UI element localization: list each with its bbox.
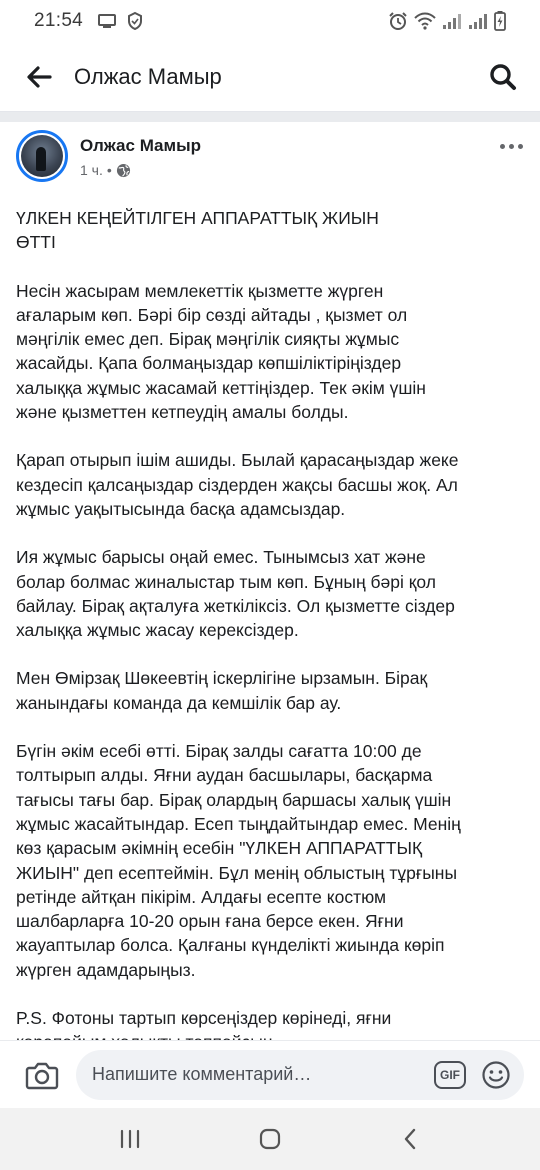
- author-name[interactable]: Олжас Мамыр: [80, 136, 201, 155]
- post-text: [16, 206, 524, 1040]
- recent-apps-button[interactable]: [110, 1119, 150, 1159]
- back-button[interactable]: [24, 62, 54, 92]
- signal-icon: [442, 12, 462, 30]
- avatar-image: [21, 135, 63, 177]
- status-left-icons: [97, 12, 143, 30]
- alarm-icon: [388, 11, 408, 31]
- wifi-icon: [414, 12, 436, 30]
- back-nav-button[interactable]: [390, 1119, 430, 1159]
- smiley-icon: [481, 1060, 511, 1090]
- globe-icon: [116, 163, 131, 178]
- section-divider: [0, 112, 540, 122]
- gif-button[interactable]: GIF: [434, 1061, 466, 1089]
- system-nav-bar: [0, 1108, 540, 1170]
- post-meta: [80, 130, 201, 178]
- search-button[interactable]: [486, 60, 520, 94]
- avatar[interactable]: [16, 130, 68, 182]
- camera-icon: [25, 1060, 59, 1090]
- chevron-left-icon: [402, 1127, 418, 1151]
- battery-charging-icon: [494, 11, 506, 31]
- camera-button[interactable]: [24, 1057, 60, 1093]
- status-right-icons: [388, 11, 506, 31]
- more-options-button[interactable]: [496, 136, 526, 156]
- signal-icon-2: [468, 12, 488, 30]
- recent-apps-icon: [119, 1129, 141, 1149]
- post-paragraph: Қарап отырып ішім ашиды. Былай қарасаңыздар жеке кездесіп қалсаңыздар сіздерден жақсы басшы жоқ. Ал жұмыс уақытысында басқа адамсыздар.: [16, 450, 459, 519]
- home-icon: [258, 1127, 282, 1151]
- dot-icon: [518, 144, 523, 149]
- dot-icon: [500, 144, 505, 149]
- emoji-button[interactable]: [480, 1059, 512, 1091]
- app-header: [0, 42, 540, 112]
- post-paragraph: Несін жасырам мемлекеттік қызметте жүрген ағаларым көп. Бәрі бір сөзді айтады , қызмет ол мәңгілік емес деп. Бірақ мәңгілік сияқты жұмыс жасайды. Қапа болмаңыздар көпшіліктіріңіздер халыққа жұмыс жасамай кеттіңіздер. Тек әкім үшін және қызметтен кетпеудің амалы болды.: [16, 280, 426, 423]
- search-icon: [489, 63, 517, 91]
- comment-bar: [0, 1040, 540, 1108]
- status-time: 21:54: [34, 10, 84, 31]
- screen-icon: [97, 13, 117, 29]
- comment-field: [76, 1050, 524, 1100]
- header-title: Олжас Мамыр: [74, 63, 222, 89]
- arrow-left-icon: [26, 66, 52, 88]
- shield-icon: [127, 12, 143, 30]
- dot-icon: [509, 144, 514, 149]
- post-header: [16, 130, 526, 190]
- post-paragraph: Мен Өмірзақ Шөкеевтің іскерлігіне ырзамын. Бірақ жанындағы команда да кемшілік бар ау.: [16, 668, 428, 713]
- status-bar: [0, 0, 540, 42]
- post-paragraph: ҮЛКЕН КЕҢЕЙТІЛГЕН АППАРАТТЫҚ ЖИЫН ӨТТІ: [16, 208, 379, 253]
- post-paragraph: Бүгін әкім есебі өтті. Бірақ залды сағатта 10:00 де толтырып алды. Яғни аудан басшылары, басқарма тағысы тағы бар. Бірақ олардың баршасы халық үшін жұмыс жасайтындар. Есеп тыңдайтындар емес. Менің көз қарасым әкімнің есебін "ҮЛКЕН АППАРАТТЫҚ ЖИЫН" деп есептеймін. Бұл менің облыстың тұрғыны ретінде айтқан пікірім. Алдағы есепте костюм шалбарларға 10-20 орын ғана берсе екен. Яғни жауаптылар болса. Қалғаны күнделікті жиында көріп жүрген адамдарыңыз.: [16, 741, 461, 980]
- post-time[interactable]: 1 ч.: [80, 162, 103, 178]
- post-paragraph: P.S. Фотоны тартып көрсеңіздер көрінеді, яғни: [16, 1008, 392, 1029]
- post-paragraph: Ия жұмыс барысы оңай емес. Тынымсыз хат және болар болмас жиналыстар тым көп. Бұның бәрі қол байлау. Бірақ ақталуға жеткіліксіз. Ол қызметте сіздер халыққа жұмыс жасау керексіздер.: [16, 547, 455, 641]
- home-button[interactable]: [250, 1119, 290, 1159]
- comment-input[interactable]: [92, 1064, 426, 1085]
- meta-separator: •: [106, 162, 112, 178]
- post-subline: [80, 162, 201, 178]
